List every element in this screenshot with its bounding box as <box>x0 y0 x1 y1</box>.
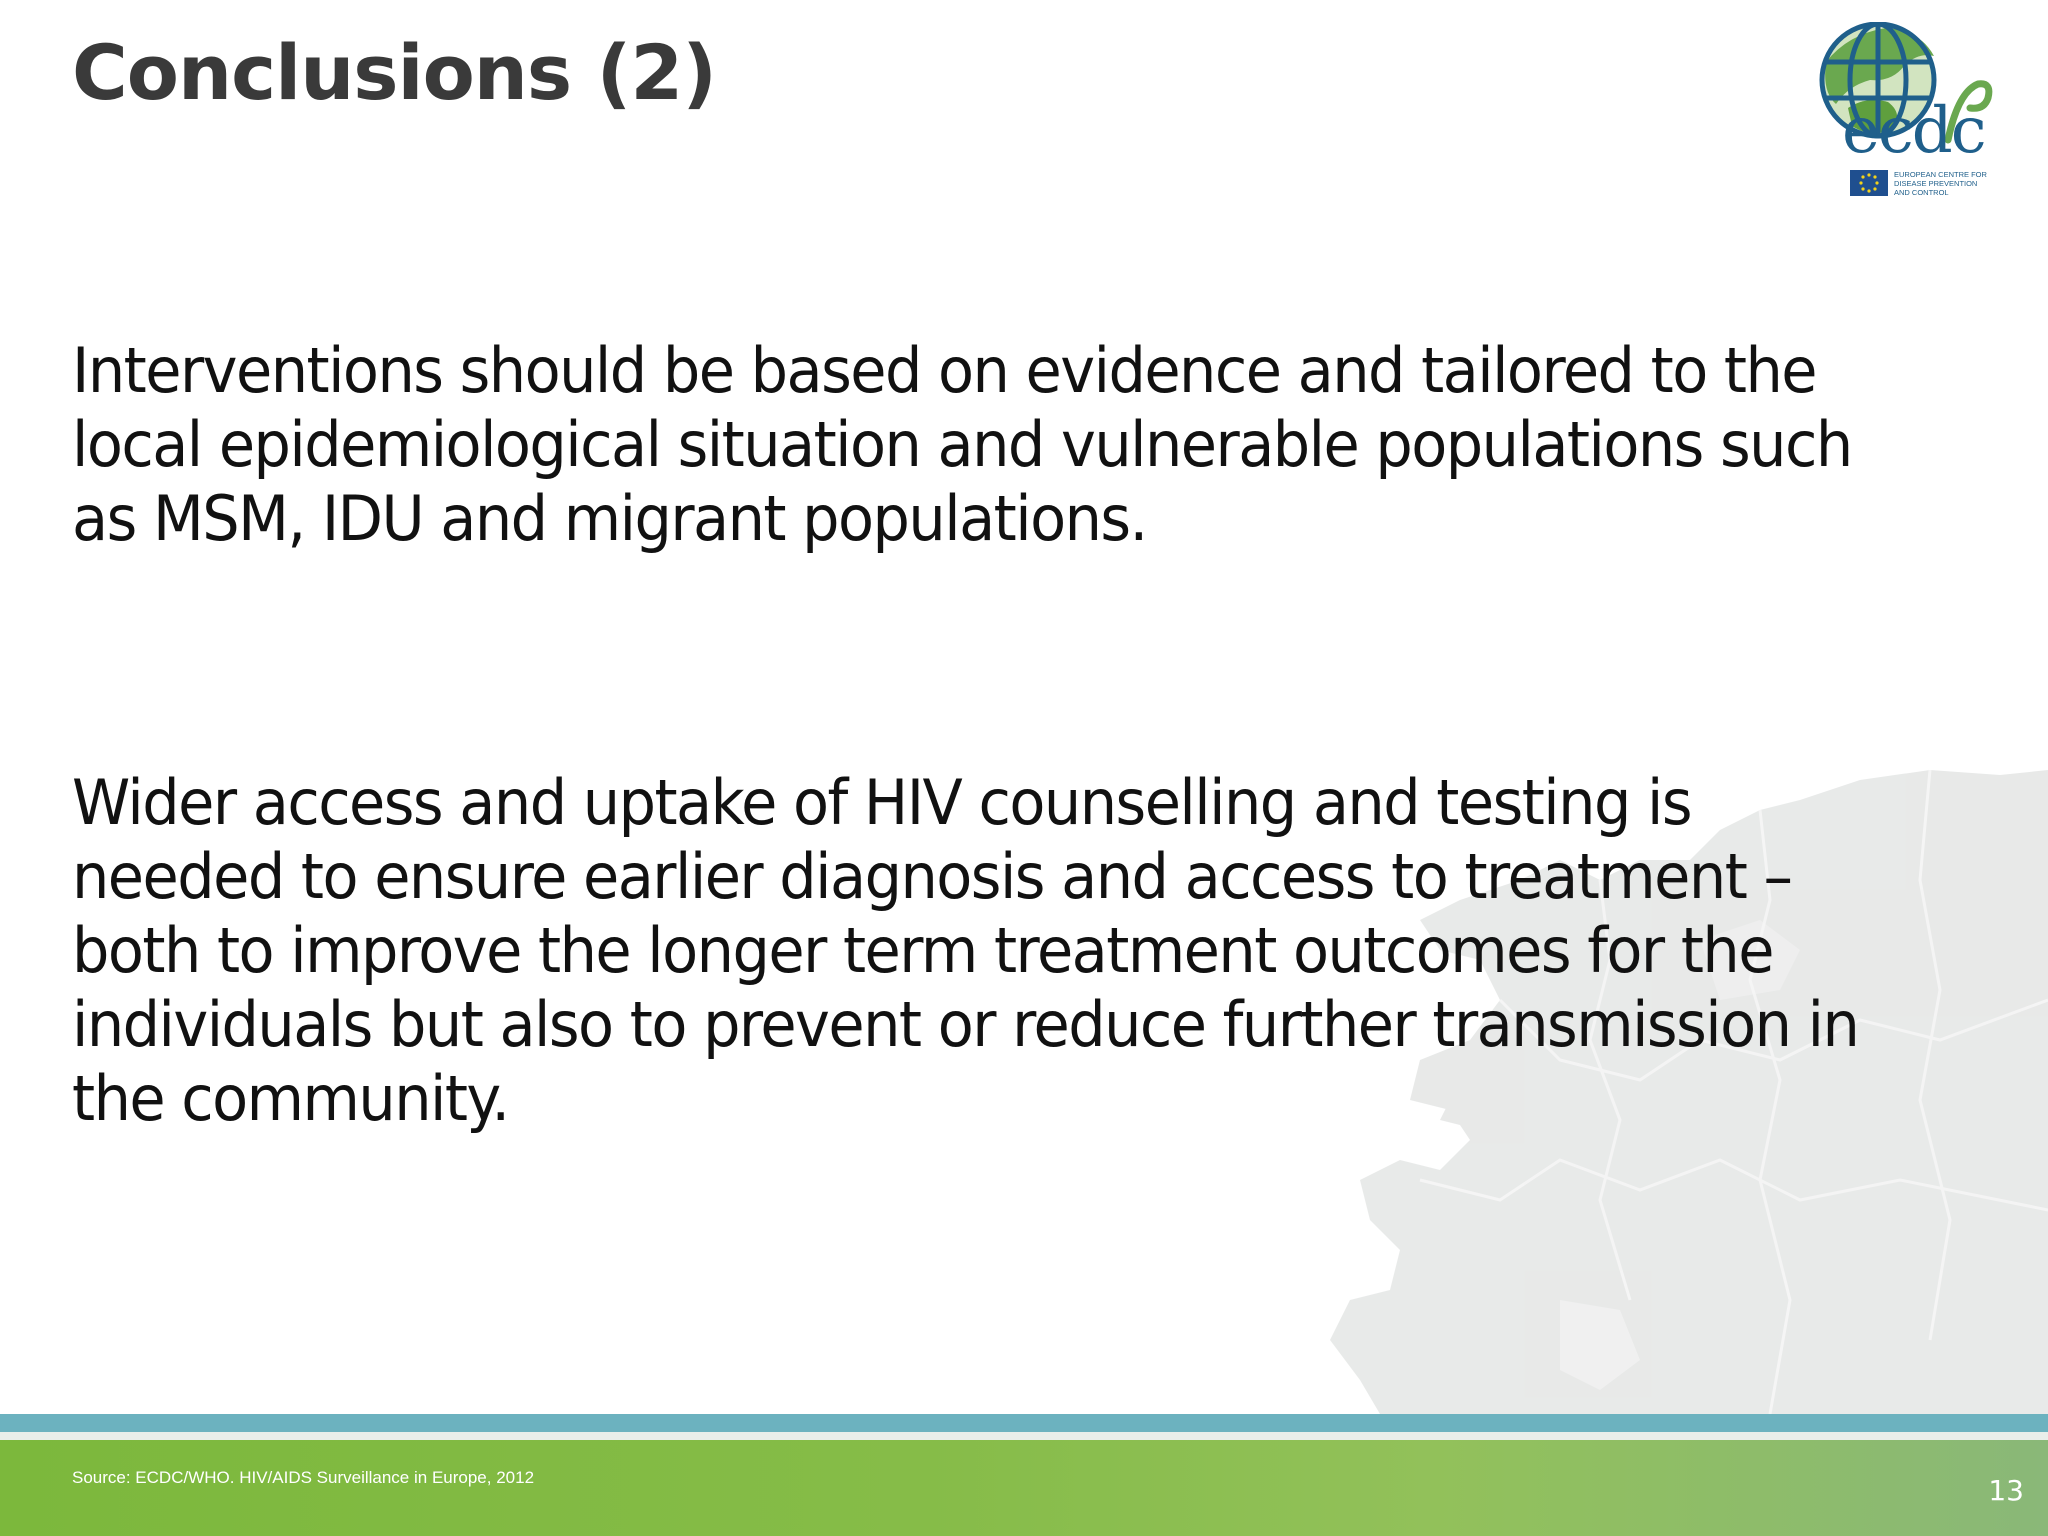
slide-title: Conclusions (2) <box>72 28 716 117</box>
logo-tagline-line-2: DISEASE PREVENTION <box>1894 179 1978 188</box>
logo-tagline-line-1: EUROPEAN CENTRE FOR <box>1894 170 1987 179</box>
conclusion-paragraph-2: Wider access and uptake of HIV counselling and testing is needed to ensure earlier diagnosis and access to treatment – both to improve the longer term treatment outcomes for the individuals but also to prevent or reduce further transmission in the community. <box>72 766 1859 1135</box>
logo-tagline-line-3: AND CONTROL <box>1894 188 1949 197</box>
footer-bar <box>0 1440 2048 1536</box>
logo-wordmark: ecdc <box>1842 94 1985 168</box>
footer-stripe-gap <box>0 1432 2048 1440</box>
conclusion-paragraph-1: Interventions should be based on evidence and tailored to the local epidemiological situation and vulnerable populations such as MSM, IDU and migrant populations. <box>72 334 1852 555</box>
ecdc-logo <box>1808 22 2014 202</box>
page-number: 13 <box>1988 1474 2024 1507</box>
footer-teal-stripe <box>0 1414 2048 1432</box>
source-citation: Source: ECDC/WHO. HIV/AIDS Surveillance in Europe, 2012 <box>72 1468 535 1487</box>
